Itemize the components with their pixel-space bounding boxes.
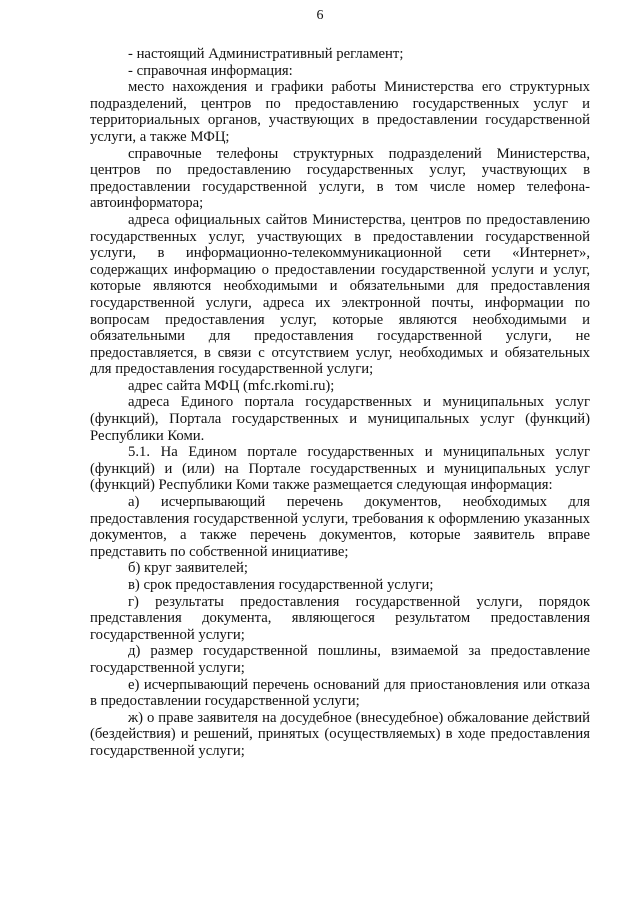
paragraph: справочные телефоны структурных подразделений Министерства, центров по предоставлению государственных услуг, участвующих в предоставлении государственной услуги, в том числе номер телефона-автоинформатора; (90, 145, 590, 212)
paragraph: е) исчерпывающий перечень оснований для приостановления или отказа в предоставлении государственной услуги; (90, 676, 590, 710)
paragraph: 5.1. На Едином портале государственных и муниципальных услуг (функций) и (или) на Портале государственных и муниципальных услуг (функций) Республики Коми также размещается следующая информация: (90, 444, 590, 494)
paragraph: адреса Единого портала государственных и муниципальных услуг (функций), Портала государственных и муниципальных услуг (функций) Республики Коми. (90, 394, 590, 444)
paragraph: г) результаты предоставления государственной услуги, порядок представления документа, являющегося результатом предоставления государственной услуги; (90, 593, 590, 643)
document-body (90, 46, 590, 760)
paragraph: адрес сайта МФЦ (mfc.rkomi.ru); (128, 377, 335, 394)
paragraph: в) срок предоставления государственной услуги; (128, 577, 434, 593)
page-number: 6 (316, 8, 324, 23)
paragraph: место нахождения и графики работы Министерства его структурных подразделений, центров по предоставлению государственных услуг и территориальных органов, участвующих в предоставлении государственной услуги, а также МФЦ; (90, 79, 590, 145)
paragraph: - справочная информация: (128, 62, 293, 79)
paragraph: а) исчерпывающий перечень документов, необходимых для предоставления государственной услуги, требования к оформлению указанных документов, а также перечень документов, которые заявитель вправе представить по собственной инициативе; (90, 494, 590, 560)
paragraph: - настоящий Административный регламент; (128, 46, 404, 62)
paragraph: адреса официальных сайтов Министерства, центров по предоставлению государственных услуг, участвующих в предоставлении государственной услуги, в информационно-телекоммуникационной сети «Интернет», содержащих информацию о предоставлении государственной услуги и услуг, которые являются необходимыми и обязательными для предоставления государственной услуги, адреса их электронной почты, информации по вопросам предоставления услуг, которые являются необходимыми и обязательными для предоставления государственной услуги, не предоставляется, в связи с отсутствием услуг, необходимых и обязательных для предоставления государственной услуги; (90, 211, 590, 378)
paragraph: ж) о праве заявителя на досудебное (внесудебное) обжалование действий (бездействия) и решений, принятых (осуществляемых) в ходе предоставления государственной услуги; (90, 709, 590, 759)
paragraph: д) размер государственной пошлины, взимаемой за предоставление государственной услуги; (90, 643, 590, 676)
paragraph: б) круг заявителей; (128, 560, 248, 577)
